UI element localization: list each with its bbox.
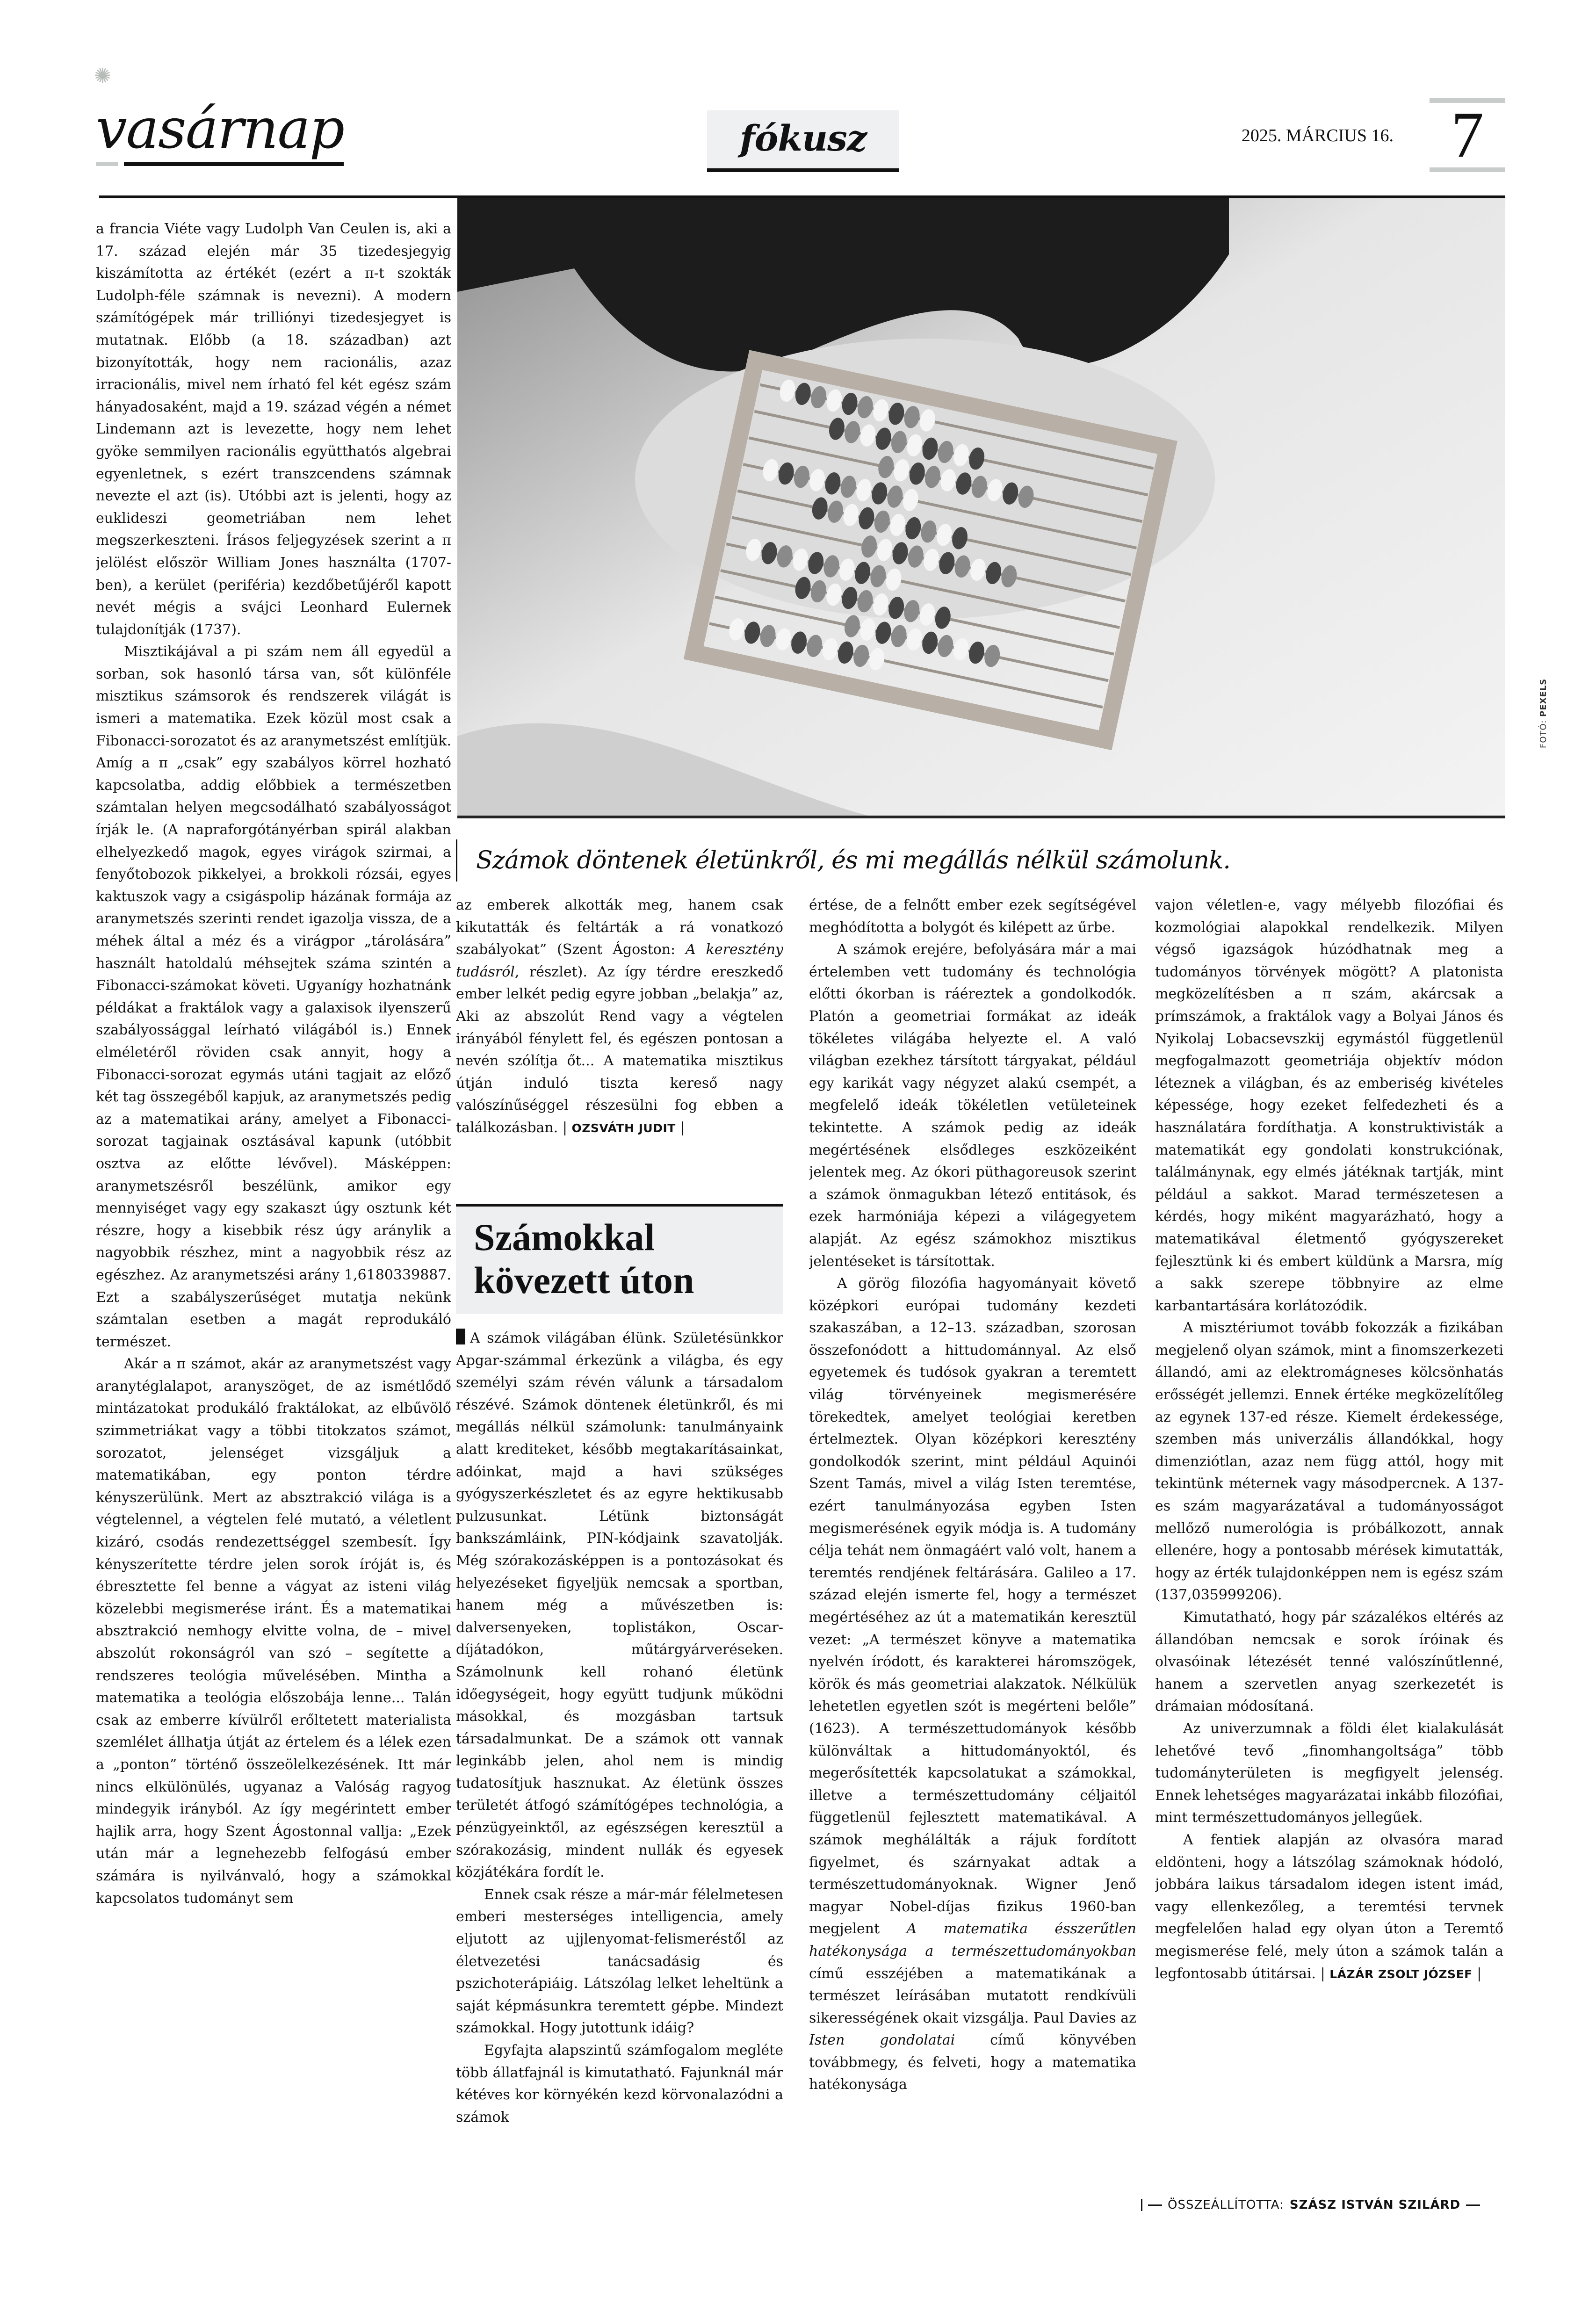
footer-rule [1466,2204,1480,2206]
article1-column-2 [456,894,783,1165]
paragraph [96,641,451,1353]
sun-icon: ✺ [94,64,111,88]
paragraph [809,939,1136,1272]
text-run: az emberek alkották meg, hanem csak kikutatták és feltárták a rá vonatkozó szabályokat” (Szent Ágoston: [456,897,783,958]
compiled-by-footer [1141,2198,1510,2212]
logo-text: vasárnap [96,96,344,161]
article2-headline: Számokkal kövezett úton [474,1216,694,1301]
text-run: A számok világában élünk. Születésünkkor Apgar-számmal érkezünk a világba, és egy személyi szám révén válunk a társadalom részévé. Számok döntenek életünkről, és mi megállás nélkül számolunk: tanulmányaink alatt krediteket, később megtakarításainkat, adóinkat, majd a havi szükséges gyógyszerkészletet és az egyre hektikusabb pulzusunkat. Létünk biztonságát bankszámláink, PIN-kódjaink szavatolják. Még szórakozásképpen is a pontozásokat és helyezéseket figyeljük nemcsak a sportban, hanem még a művészetben is: dalversenyeken, toplistákon, Oscar-díjátadókon, műtárgyárveréseken. Számolnunk kell rohanó életünk időegységeit, hogy együtt tudjunk működni másokkal, és mozgásban tartsuk társadalmunkat. De a számok ott vannak leginkább jelen, ahol nem is mindig tudatosítjuk hasznukat. Az életünk összes területét átfogó számítógépes technológia, a pénzügyeinktől, az egészségen keresztül a szórakozásig, mindent nullák és egyesek közjátékára fordít le. [456,1330,783,1881]
paragraph [456,1327,783,1884]
paragraph [809,894,1136,939]
text-run: a francia Viéte vagy Ludolph Van Ceulen is, aki a 17. század elején már 35 tizedesjegyig kiszámította az értékét (ezért a π-t szokták Ludolph-féle számnak is nevezni). A modern számítógépek már trilliónyi tizedesjegyet is mutatnak. Előbb (a 18. században) azt bizonyították, hogy nem racionális, azaz irracionális, mivel nem írható fel két egész szám hányadosaként, majd a 19. század végén a német Lindemann azt is levezette, hogy nem lehet gyöke semmilyen racionális együtthatós algebrai egyenletnek, s ezért transzcendens számnak nevezte el azt (is). Utóbbi azt is jelenti, hogy az euklideszi geometriában nem lehet megszerkeszteni. Írásos feljegyzések szerint a π jelölést először William Jones használta (1707-ben), a kerület (periféria) kezdőbetűjéről kapott nevét mégis a svájci Leonhard Eulernek tulajdonítják (1737). [96,221,451,638]
text-run: | [675,1119,685,1136]
author-byline: OZSVÁTH JUDIT [571,1121,676,1135]
paragraph [456,894,783,1140]
paragraph [1155,1317,1503,1606]
text-run: | [1472,1965,1482,1982]
newspaper-logo [94,64,348,168]
paragraph [96,1353,451,1909]
paragraph [456,1884,783,2039]
section-label [707,110,899,172]
page-number-box [1430,98,1505,172]
issue-date: 2025. MÁRCIUS 16. [1241,126,1394,145]
text-run: , részlet). Az így térdre ereszkedő ember lelkét pedig egyre jobban „belakja” az, Aki az abszolút Rend vagy a végtelen irányából fénylett fel, és egészen pontosan a nevén szólítja őt... A matematika misztikus útján induló tiszta kereső nagy valószínűséggel részesülni fog ebben a találkozásban. | [456,963,783,1136]
lead-marker [456,1329,465,1344]
credit-label: FOTÓ: [1538,720,1548,748]
footer-divider [1141,2199,1142,2211]
article2-column-2 [809,894,1136,2164]
photo-caption: Számok döntenek életünkről, és mi megállás nélkül számolunk. [456,839,1230,882]
text-run: Az univerzumnak a földi élet kialakulását lehetővé tevő „finomhangoltsága” több tudományterületen is megfigyelt jelenség. Ennek lehetséges magyarázatai inkább filozófiai, mint természettudományos jellegűek. [1155,1720,1503,1826]
italic-title: Isten gondolatai [809,2032,955,2049]
logo-underline [124,162,344,166]
photo-credit [1538,679,1548,748]
text-run: A fentiek alapján az olvasóra marad eldönteni, hogy a látszólag számoknak hódoló, jobbára laikus társadalom idegen istent imád, vagy ellenkezőleg, a teremtési tervnek megfelelően halad egy olyan úton a Teremtő megismerése felé, mely úton a számok talán a legfontosabb útitársai. | [1155,1831,1503,1982]
paragraph [1155,894,1503,1317]
credit-source: PEXELS [1538,678,1548,717]
photo-illustration [457,198,1505,818]
paragraph [96,218,451,641]
paragraph [1155,1829,1503,1985]
footer-label: ÖSSZEÁLLÍTOTTA: [1168,2198,1284,2212]
text-run: vajon véletlen-e, vagy mélyebb filozófiai és kozmológiai alapokkal rendelkezik. Milyen végső igazságok húzódhatnak meg a tudományos törvények mögött? A platonista megközelítésben a π szám, akárcsak a prímszámok, a fraktálok vagy a Bolyai János és Nyikolaj Lobacsevszkij egymástól függetlenül megfogalmazott geometriája objektív módon léteznek a világban, és az emberiség kivételes képessége, hogy ezeket felfedezheti és a használatára fordíthatja. A konstruktivisták a matematikát egy gondolati konstrukciónak, találmánynak, egy elmés játéknak tartják, mint például a sakkot. Marad természetesen a kérdés, hogy miként magyarázható, hogy a matematikával életmentő gyógyszereket fejlesztünk ki és embert küldünk a Marsra, míg a sakk szerepe többnyire az elme karbantartására korlátozódik. [1155,897,1503,1314]
footer-rule [1148,2204,1162,2206]
text-run: című könyvében továbbmegy, és felveti, hogy a matematika hatékonysága [809,2032,1136,2093]
abacus-photo [457,198,1505,818]
text-run: A számok erejére, befolyására már a mai értelemben vett tudomány és technológia előtti ókorban is ráéreztek a gondolkodók. Platón a geometriai formákat az ideák tökéletes világába helyezte el. A való világban ezekhez társított tárgyakat, például egy karikát vagy négyzet alakú csempét, a megfelelő ideák tökéletlen vetületeinek tekintette. A számok pedig az ideák megértésének elsődleges eszközeiként jelentek meg. Az ókori püthagoreusok szerint a számok önmagukban létező entitások, és ezek harmóniája képezi a világegyetem alapját. Az egész számokhoz misztikus jelentéseket is társítottak. [809,941,1136,1270]
italic-title: A keresztény tudásról [456,941,783,980]
paragraph [1155,1606,1503,1718]
text-run: című esszéjében a matematikának a természet leírásában mutatott rendkívüli sikerességének okait vizsgálja. Paul Davies az [809,1965,1136,2026]
text-run: Misztikájával a pi szám nem áll egyedül a sorban, sok hasonló társa van, sőt különféle misztikus számsorok és rendszerek világát is ismeri a matematika. Ezek közül most csak a Fibonacci-sorozatot és az aranymetszést említjük. Amíg a π „csak” egy szabályos körrel hozható kapcsolatba, addig előbbiek a természetben számtalan helyen megcsodálható szabályosságot írják le. (A napraforgótányérban spirál alakban elhelyezkedő magok, egyes virágok szirmai, a fenyőtobozok pikkelyei, a brokkoli rózsái, egyes kaktuszok vagy a csigáspolip házának formája az aranymetszés szerinti rendet igazolja vissza, de a méhek által a méz és a virágpor „tárolására” használt hatoldalú méhsejtek száma szintén a Fibonacci-számokat követi. Ugyanígy hozhatnánk példákat a fraktálok vagy a galaxisok ilyenszerű szabályossággal leírható világából is.) Ennek elméletéről röviden csak annyit, hogy a Fibonacci-sorozat egymás utáni tagjait az előző két tag összegéből kapjuk, az aranymetszés pedig az a matematikai arány, amelyet a Fibonacci-sorozat tagjainak osztásával kapunk (utóbbit osztva az előtte lévővel). Másképpen: aranymetszésről beszélünk, amikor egy mennyiséget vagy egy szakaszt úgy osztunk két részre, hogy a kisebbik rész úgy aránylik a nagyobbik részhez, mint a nagyobbik rész az egészhez. Az aranymetszési arány 1,6180339887. Ezt a szabályszerűséget mutatja nekünk számtalan esetben a magát reprodukáló természet. [96,643,451,1350]
text-run: értése, de a felnőtt ember ezek segítségével meghódította a bolygót és kilépett az űrbe. [809,897,1136,936]
text-run: Akár a π számot, akár az aranymetszést vagy aranytéglalapot, aranyszöget, de az ismétlődő mintázatokat produkáló fraktálokat, az elbűvölő szimmetriákat vagy a többi titokzatos számot, sorozatot, jelenséget vizsgáljuk a matematikában, egy ponton térdre kényszerülünk. Mert az absztrakció világa is a végtelennel, a végtelen felé mutató, a véletlent kizáró, csodás rendezettséggel szembesít. Így kényszerítette térdre jelen sorok íróját is, és ébresztette fel benne a vágyat az isteni világ közelebbi megismerése iránt. És a matematikai absztrakció nemhogy elvitte volna, de – mivel abszolút rokonságról van szó – segítette a rendszeres teológia művelésében. Mintha a matematika a teológia előszobája lenne... Talán csak az emberre kívülről erőltetett materialista szemlélet állhatja útját az értelem és a lélek ezen a „ponton” történő összeölelkezésének. Itt már nincs elkülönülés, ugyanaz a Valóság ragyog mindegyik irányból. Az így megérintett ember hajlik arra, hogy Szent Ágostonnal vallja: „Ezek után már a legnehezebb felfogású ember számára is nyilvánvaló, hogy a számokkal kapcsolatos tudományt sem [96,1356,451,1907]
article2-column-1 [456,1327,783,2164]
page-number: 7 [1451,99,1484,171]
author-byline: LÁZÁR ZSOLT JÓZSEF [1329,1967,1473,1981]
paragraph [1155,1718,1503,1829]
text-run: A görög filozófia hagyományait követő középkori európai tudomány kezdeti szakaszában, a 12–13. században, szorosan összefonódott a hittudománnyal. Az első egyetemek és tudósok gyakran a teremtett világ törvényeinek megismerésére törekedtek, amelyet teológiai keretben értelmeztek. Olyan középkori keresztény gondolkodók szerint, mint például Aquinói Szent Tamás, mivel a világ Isten teremtése, ezért tanulmányozása egyben Isten megismerésének egyik módja is. A tudomány célja tehát nem önmagáért való volt, hanem a teremtés rendjének feltárására. Galileo a 17. század elején ismerte fel, hogy a természet megértéséhez az út a matematikán keresztül vezet: „A természet könyve a matematika nyelvén íródott, és karakterei háromszögek, körök és más geometriai alakzatok. Nélkülük lehetetlen egyetlen szót is megérteni belőle” (1623). A természettudományok később különváltak a hittudományoktól, és megerősítették kapcsolatukat a számokkal, illetve a természettudomány céljaitól függetlenül fejlesztett matematikával. A számok meghálálták a rájuk fordított figyelmet, és szárnyakat adtak a természettudományoknak. Wigner Jenő magyar Nobel-díjas fizikus 1960-ban megjelent [809,1275,1136,1937]
text-run: A misztériumot tovább fokozzák a fizikában megjelenő olyan számok, mint a finomszerkezeti állandó, ami az elektromágneses kölcsönhatás erősségét jellemzi. Ennek értéke megközelítőleg az egynek 137-ed része. Kiemelt érdekessége, szemben más univerzális állandókkal, hogy dimenziótlan, azaz nem függ attól, hogy mit tekintünk méternek vagy másodpercnek. A 137-es szám magyarázatával a tudományosságot mellőző numerológia is próbálkozott, annak ellenére, hogy a pontosabb mérések kimutatták, hogy az érték tulajdonképpen nem is egész szám (137,035999206). [1155,1320,1503,1604]
article2-column-3 [1155,894,1503,2164]
article2-headline-box [456,1204,783,1314]
paragraph [456,2039,783,2128]
article1-column-1 [96,218,451,2163]
text-run: Egyfajta alapszintű számfogalom megléte több állatfajnál is kimutatható. Fajunknál már kétéves kor környékén kezd körvonalazódni a számok [456,2042,783,2125]
text-run: Ennek csak része a már-már félelmetesen emberi mesterséges intelligencia, amely eljutott az ujjlenyomat-felismeréstől az életvezetési tanácsadásig és pszichoterápiáig. Látszólag lelket leheltünk a saját képmásunkra teremtett gépbe. Mindezt számokkal. Hogy jutottunk idáig? [456,1886,783,2037]
text-run: Kimutatható, hogy pár százalékos eltérés az állandóban nemcsak e sorok íróinak és olvasóinak létezését tenné valószínűtlenné, hanem a szervetlen anyag szerkezetét is drámaian módosítaná. [1155,1609,1503,1715]
section-name: fókusz [739,117,867,159]
footer-name: SZÁSZ ISTVÁN SZILÁRD [1289,2198,1461,2212]
italic-title: A matematika ésszerűtlen hatékonysága a természettudományokban [809,1921,1136,1959]
paragraph [809,1272,1136,2096]
logo-accent [96,162,118,166]
